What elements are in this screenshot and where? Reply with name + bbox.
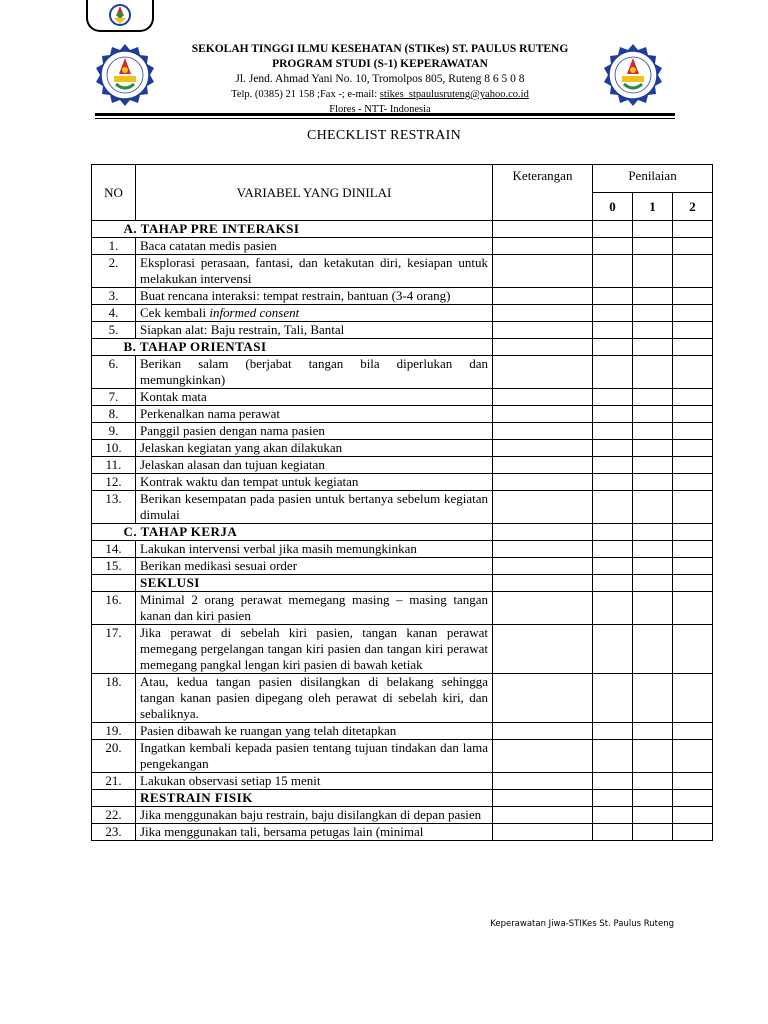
table-row <box>92 305 713 322</box>
keterangan-cell[interactable] <box>493 389 593 406</box>
keterangan-cell[interactable] <box>493 541 593 558</box>
score-1-cell[interactable] <box>633 339 673 356</box>
score-0-cell[interactable] <box>593 288 633 305</box>
score-0-cell[interactable] <box>593 625 633 674</box>
row-variable-text <box>136 740 493 773</box>
score-1-cell[interactable] <box>633 406 673 423</box>
score-2-cell[interactable] <box>673 824 713 841</box>
row-no-cell <box>92 790 136 807</box>
score-0-cell[interactable] <box>593 389 633 406</box>
email-link[interactable]: stikes_stpaulusruteng@yahoo.co.id <box>379 89 529 100</box>
score-1-cell[interactable] <box>633 723 673 740</box>
score-1-cell[interactable] <box>633 740 673 773</box>
score-1-cell[interactable] <box>633 255 673 288</box>
row-variable-text <box>136 322 493 339</box>
table-row <box>92 674 713 723</box>
score-2-cell[interactable] <box>673 255 713 288</box>
score-2-cell[interactable] <box>673 389 713 406</box>
col-header-variable: VARIABEL YANG DINILAI <box>136 165 493 221</box>
score-1-cell[interactable] <box>633 575 673 592</box>
score-2-cell[interactable] <box>673 406 713 423</box>
variable-text: Lakukan intervensi verbal jika masih memungkinkan <box>140 541 417 556</box>
row-variable-text <box>136 288 493 305</box>
variable-text: Jika menggunakan baju restrain, baju disilangkan di depan pasien <box>140 807 482 822</box>
row-variable-text <box>136 406 493 423</box>
score-0-cell[interactable] <box>593 356 633 389</box>
table-row <box>92 541 713 558</box>
score-2-cell[interactable] <box>673 674 713 723</box>
score-2-cell[interactable] <box>673 457 713 474</box>
score-1-cell[interactable] <box>633 524 673 541</box>
score-2-cell[interactable] <box>673 491 713 524</box>
row-variable-text <box>136 625 493 674</box>
table-row <box>92 558 713 575</box>
score-1-cell[interactable] <box>633 221 673 238</box>
variable-text: Panggil pasien dengan nama pasien <box>140 423 325 438</box>
row-variable-text <box>136 491 493 524</box>
score-2-cell[interactable] <box>673 575 713 592</box>
contact-prefix: Telp. (0385) 21 158 ;Fax -; e-mail: <box>231 89 380 100</box>
score-1-cell[interactable] <box>633 389 673 406</box>
keterangan-cell[interactable] <box>493 824 593 841</box>
document-title: CHECKLIST RESTRAIN <box>306 128 462 143</box>
table-row <box>92 592 713 625</box>
row-number: 4. <box>92 305 136 322</box>
table-row <box>92 322 713 339</box>
row-number: 3. <box>92 288 136 305</box>
table-row <box>92 288 713 305</box>
row-variable-text <box>136 773 493 790</box>
row-number: 12. <box>92 474 136 491</box>
region: Flores - NTT- Indonesia <box>329 104 431 115</box>
score-2-cell[interactable] <box>673 524 713 541</box>
score-1-cell[interactable] <box>633 238 673 255</box>
school-logo-left <box>92 42 158 108</box>
score-0-cell[interactable] <box>593 491 633 524</box>
keterangan-cell[interactable] <box>493 255 593 288</box>
row-variable-text <box>136 440 493 457</box>
score-1-cell[interactable] <box>633 674 673 723</box>
table-row <box>92 457 713 474</box>
keterangan-cell[interactable] <box>493 457 593 474</box>
row-variable-text <box>136 474 493 491</box>
table-row <box>92 740 713 773</box>
table-row <box>92 389 713 406</box>
letterhead <box>160 42 600 117</box>
col-header-no: NO <box>92 165 136 221</box>
program-name: PROGRAM STUDI (S-1) KEPERAWATAN <box>272 58 488 70</box>
score-2-cell[interactable] <box>673 339 713 356</box>
row-number: 13. <box>92 491 136 524</box>
row-number: 23. <box>92 824 136 841</box>
variable-text: Eksplorasi perasaan, fantasi, dan ketakutan diri, kesiapan untuk melakukan intervensi <box>140 255 488 286</box>
table-row <box>92 773 713 790</box>
row-no-cell <box>92 575 136 592</box>
table-row <box>92 406 713 423</box>
score-0-cell[interactable] <box>593 674 633 723</box>
row-variable-text <box>136 558 493 575</box>
variable-text: Ingatkan kembali kepada pasien tentang tujuan tindakan dan lama pengekangan <box>140 740 488 771</box>
keterangan-cell[interactable] <box>493 592 593 625</box>
score-1-cell[interactable] <box>633 625 673 674</box>
row-number: 22. <box>92 807 136 824</box>
header-rule-thin <box>95 118 675 119</box>
section-heading: A. TAHAP PRE INTERAKSI <box>136 221 493 238</box>
score-0-cell[interactable] <box>593 406 633 423</box>
keterangan-cell[interactable] <box>493 221 593 238</box>
table-row <box>92 491 713 524</box>
row-number: 18. <box>92 674 136 723</box>
keterangan-cell[interactable] <box>493 790 593 807</box>
keterangan-cell[interactable] <box>493 238 593 255</box>
row-number: 6. <box>92 356 136 389</box>
table-row <box>92 824 713 841</box>
variable-text: Jika menggunakan tali, bersama petugas lain (minimal <box>140 824 424 839</box>
keterangan-cell[interactable] <box>493 524 593 541</box>
score-2-cell[interactable] <box>673 790 713 807</box>
score-2-cell[interactable] <box>673 625 713 674</box>
score-1-cell[interactable] <box>633 790 673 807</box>
row-number: 1. <box>92 238 136 255</box>
row-variable-text <box>136 389 493 406</box>
section-row <box>92 790 713 807</box>
table-row <box>92 625 713 674</box>
keterangan-cell[interactable] <box>493 491 593 524</box>
score-0-cell[interactable] <box>593 558 633 575</box>
variable-text: Pasien dibawah ke ruangan yang telah ditetapkan <box>140 723 397 738</box>
keterangan-cell[interactable] <box>493 773 593 790</box>
score-2-cell[interactable] <box>673 221 713 238</box>
score-0-cell[interactable] <box>593 457 633 474</box>
table-row <box>92 474 713 491</box>
score-0-cell[interactable] <box>593 238 633 255</box>
score-2-cell[interactable] <box>673 558 713 575</box>
score-2-cell[interactable] <box>673 740 713 773</box>
row-variable-text <box>136 674 493 723</box>
score-1-cell[interactable] <box>633 773 673 790</box>
row-number: 17. <box>92 625 136 674</box>
table-row <box>92 423 713 440</box>
variable-text: Berikan salam (berjabat tangan bila diperlukan dan memungkinkan) <box>140 356 488 387</box>
footer-text: Keperawatan Jiwa-STIKes St. Paulus Ruteng <box>490 919 674 929</box>
subsection-heading: RESTRAIN FISIK <box>136 790 493 807</box>
score-1-cell[interactable] <box>633 457 673 474</box>
score-1-cell[interactable] <box>633 807 673 824</box>
row-variable-text <box>136 723 493 740</box>
row-number: 11. <box>92 457 136 474</box>
keterangan-cell[interactable] <box>493 440 593 457</box>
variable-text-italic: informed consent <box>209 305 300 320</box>
keterangan-cell[interactable] <box>493 625 593 674</box>
keterangan-cell[interactable] <box>493 305 593 322</box>
variable-text: Jelaskan kegiatan yang akan dilakukan <box>140 440 343 455</box>
score-0-cell[interactable] <box>593 221 633 238</box>
score-1-cell[interactable] <box>633 423 673 440</box>
row-variable-text <box>136 807 493 824</box>
checklist-rows <box>92 221 713 841</box>
score-1-cell[interactable] <box>633 592 673 625</box>
score-2-cell[interactable] <box>673 322 713 339</box>
variable-text: Jelaskan alasan dan tujuan kegiatan <box>140 457 325 472</box>
table-row <box>92 807 713 824</box>
keterangan-cell[interactable] <box>493 322 593 339</box>
score-2-cell[interactable] <box>673 592 713 625</box>
score-0-cell[interactable] <box>593 575 633 592</box>
score-2-cell[interactable] <box>673 288 713 305</box>
keterangan-cell[interactable] <box>493 740 593 773</box>
keterangan-cell[interactable] <box>493 423 593 440</box>
score-0-cell[interactable] <box>593 322 633 339</box>
section-heading: B. TAHAP ORIENTASI <box>136 339 493 356</box>
page-tab <box>86 0 154 32</box>
row-variable-text <box>136 356 493 389</box>
col-header-keterangan: Keterangan <box>493 165 593 221</box>
score-0-cell[interactable] <box>593 423 633 440</box>
section-heading: C. TAHAP KERJA <box>136 524 493 541</box>
row-number: 7. <box>92 389 136 406</box>
score-0-cell[interactable] <box>593 255 633 288</box>
variable-text: Jika perawat di sebelah kiri pasien, tangan kanan perawat memegang pergelangan tangan kiri pasien dan tangan kiri perawat memegang pangkal lengan kiri pasien di bawah ketiak <box>140 625 488 672</box>
keterangan-cell[interactable] <box>493 674 593 723</box>
variable-text: Kontrak waktu dan tempat untuk kegiatan <box>140 474 359 489</box>
keterangan-cell[interactable] <box>493 339 593 356</box>
score-0-cell[interactable] <box>593 824 633 841</box>
keterangan-cell[interactable] <box>493 723 593 740</box>
variable-text: Lakukan observasi setiap 15 menit <box>140 773 321 788</box>
row-variable-text <box>136 824 493 841</box>
score-0-cell[interactable] <box>593 305 633 322</box>
school-name: SEKOLAH TINGGI ILMU KESEHATAN (STIKes) ST. PAULUS RUTENG <box>191 43 569 55</box>
score-0-cell[interactable] <box>593 474 633 491</box>
keterangan-cell[interactable] <box>493 575 593 592</box>
table-row <box>92 440 713 457</box>
variable-text: Kontak mata <box>140 389 207 404</box>
row-number: 20. <box>92 740 136 773</box>
score-header-2: 2 <box>673 193 713 221</box>
score-1-cell[interactable] <box>633 474 673 491</box>
score-2-cell[interactable] <box>673 238 713 255</box>
row-variable-text <box>136 541 493 558</box>
row-variable-text <box>136 238 493 255</box>
col-header-penilaian: Penilaian <box>593 165 713 193</box>
school-logo-right <box>600 42 666 108</box>
score-0-cell[interactable] <box>593 790 633 807</box>
row-number: 9. <box>92 423 136 440</box>
keterangan-cell[interactable] <box>493 288 593 305</box>
score-2-cell[interactable] <box>673 773 713 790</box>
variable-text: Perkenalkan nama perawat <box>140 406 281 421</box>
score-header-0: 0 <box>593 193 633 221</box>
variable-text: Buat rencana interaksi: tempat restrain, bantuan (3-4 orang) <box>140 288 451 303</box>
variable-text: Minimal 2 orang perawat memegang masing – masing tangan kanan dan kiri pasien <box>140 592 488 623</box>
row-variable-text <box>136 592 493 625</box>
table-row <box>92 356 713 389</box>
row-variable-text <box>136 255 493 288</box>
score-2-cell[interactable] <box>673 474 713 491</box>
row-number: 15. <box>92 558 136 575</box>
score-2-cell[interactable] <box>673 440 713 457</box>
keterangan-cell[interactable] <box>493 474 593 491</box>
score-0-cell[interactable] <box>593 524 633 541</box>
score-0-cell[interactable] <box>593 773 633 790</box>
score-0-cell[interactable] <box>593 740 633 773</box>
score-2-cell[interactable] <box>673 423 713 440</box>
variable-text: Cek kembali <box>140 305 210 320</box>
subsection-heading: SEKLUSI <box>136 575 493 592</box>
table-row <box>92 255 713 288</box>
variable-text: Baca catatan medis pasien <box>140 238 277 253</box>
score-2-cell[interactable] <box>673 356 713 389</box>
score-2-cell[interactable] <box>673 723 713 740</box>
score-0-cell[interactable] <box>593 592 633 625</box>
section-row <box>92 339 713 356</box>
score-1-cell[interactable] <box>633 824 673 841</box>
row-number: 16. <box>92 592 136 625</box>
row-number: 2. <box>92 255 136 288</box>
header-rule-thick <box>95 113 675 116</box>
emblem-icon <box>100 0 140 28</box>
table-row <box>92 238 713 255</box>
checklist-table <box>91 164 713 841</box>
score-2-cell[interactable] <box>673 305 713 322</box>
score-0-cell[interactable] <box>593 541 633 558</box>
score-2-cell[interactable] <box>673 541 713 558</box>
keterangan-cell[interactable] <box>493 406 593 423</box>
row-number: 21. <box>92 773 136 790</box>
score-0-cell[interactable] <box>593 339 633 356</box>
score-header-1: 1 <box>633 193 673 221</box>
score-1-cell[interactable] <box>633 541 673 558</box>
variable-text: Atau, kedua tangan pasien disilangkan di belakang sehingga tangan kanan pasien dipegang oleh perawat di sebelah kiri, dan sebaliknya. <box>140 674 488 721</box>
row-number: 5. <box>92 322 136 339</box>
score-1-cell[interactable] <box>633 305 673 322</box>
score-0-cell[interactable] <box>593 723 633 740</box>
score-0-cell[interactable] <box>593 440 633 457</box>
keterangan-cell[interactable] <box>493 356 593 389</box>
row-number: 10. <box>92 440 136 457</box>
keterangan-cell[interactable] <box>493 807 593 824</box>
score-1-cell[interactable] <box>633 322 673 339</box>
variable-text: Siapkan alat: Baju restrain, Tali, Bantal <box>140 322 345 337</box>
variable-text: Berikan kesempatan pada pasien untuk bertanya sebelum kegiatan dimulai <box>140 491 488 522</box>
row-variable-text <box>136 423 493 440</box>
score-1-cell[interactable] <box>633 491 673 524</box>
section-row <box>92 221 713 238</box>
section-row <box>92 524 713 541</box>
row-variable-text <box>136 457 493 474</box>
row-number: 19. <box>92 723 136 740</box>
contact-line <box>160 87 600 102</box>
row-number: 8. <box>92 406 136 423</box>
address: Jl. Jend. Ahmad Yani No. 10, Tromolpos 805, Ruteng 8 6 5 0 8 <box>235 73 525 85</box>
score-2-cell[interactable] <box>673 807 713 824</box>
score-1-cell[interactable] <box>633 558 673 575</box>
score-0-cell[interactable] <box>593 807 633 824</box>
score-1-cell[interactable] <box>633 440 673 457</box>
keterangan-cell[interactable] <box>493 558 593 575</box>
row-number: 14. <box>92 541 136 558</box>
score-1-cell[interactable] <box>633 288 673 305</box>
table-row <box>92 723 713 740</box>
section-row <box>92 575 713 592</box>
row-variable-text <box>136 305 493 322</box>
score-1-cell[interactable] <box>633 356 673 389</box>
variable-text: Berikan medikasi sesuai order <box>140 558 298 573</box>
